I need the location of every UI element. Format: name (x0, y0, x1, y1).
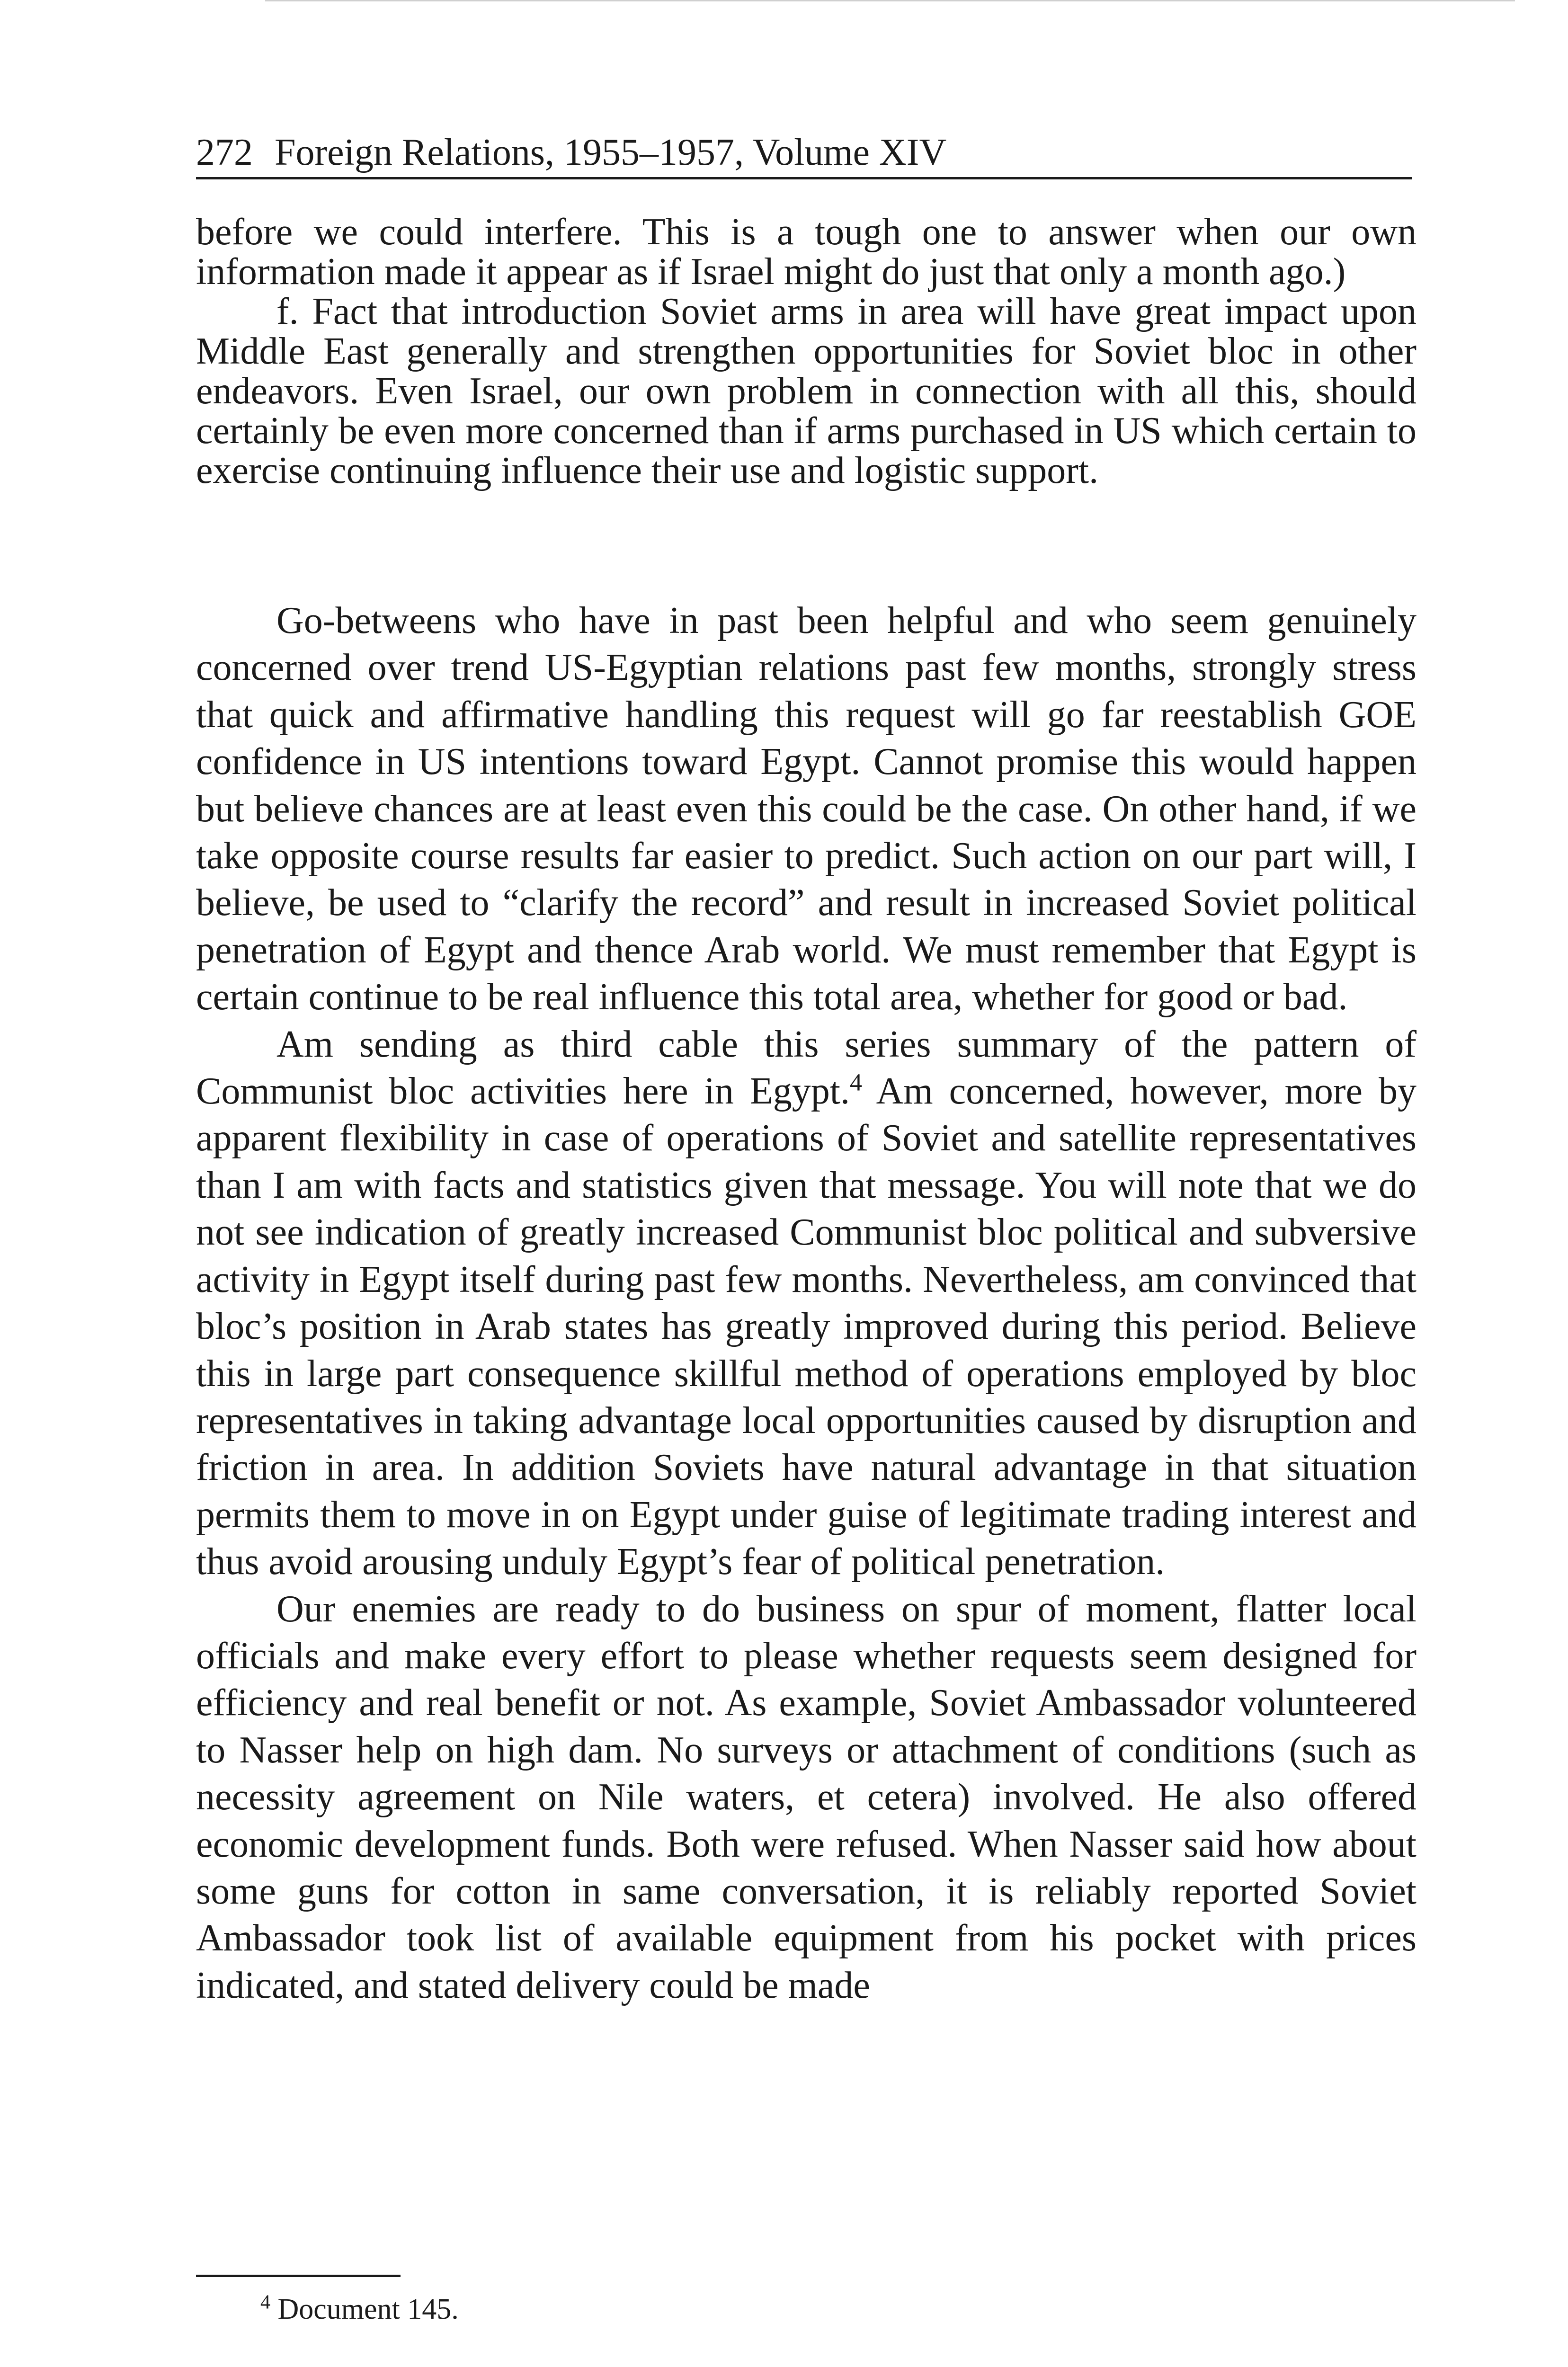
page-number: 272 (196, 132, 253, 173)
scan-edge-line (265, 0, 1515, 1)
paragraph-communist-bloc (196, 1021, 1417, 1586)
body-text-top (196, 212, 1417, 490)
continuation-paragraph: before we could interfere. This is a tough one to answer when our own information made it appear as if Israel might do just that only a month ago.) (196, 211, 1417, 293)
footnote-4 (260, 2290, 459, 2328)
footnote-reference-4[interactable]: 4 (850, 1069, 863, 1096)
paragraph-our-enemies: Our enemies are ready to do business on spur of moment, flatter local officials and make every effort to please whether requests seem designed for efficiency and real benefit or not. As example, Soviet Ambassador volunteered to Nasser help on high dam. No surveys or attachment of conditions (such as necessity agreement on Nile waters, et cetera) involved. He also offered economic development funds. Both were refused. When Nasser said how about some guns for cotton in same conversation, it is reliably reported Soviet Ambassador took list of available equipment from his pocket with prices indicated, and stated delivery could be made (196, 1588, 1417, 2006)
paragraph-3-text-b: Am concerned, however, more by apparent flexibility in case of operations of Soviet and satellite representatives than I am with facts and statistics given that message. You will note that we do not see indication of greatly increased Communist bloc political and subversive activity in Egypt itself during past few months. Nevertheless, am convinced that bloc’s position in Arab states has greatly improved during this period. Believe this in large part consequence skillful method of operations employed by bloc representatives in taking advantage local opportunities caused by disruption and friction in area. In addition Soviets have natural advantage in that situation permits them to move in on Egypt under guise of legitimate trading interest and thus avoid arousing unduly Egypt’s fear of political penetration. (196, 1070, 1417, 1583)
paragraph-3-text-a: Am sending as third cable this series summary of the pattern of Communist bloc activities here in Egypt. (196, 1023, 1417, 1112)
list-item-f: f. Fact that introduction Soviet arms in area will have great impact upon Middle East generally and strengthen opportunities for Soviet bloc in other endeavors. Even Israel, our own problem in connection with all this, should certainly be even more concerned than if arms purchased in US which certain to exercise continuing influence their use and logistic support. (196, 291, 1417, 491)
footnote-text: Document 145. (270, 2293, 459, 2325)
body-text-main (196, 597, 1417, 2009)
footnote-number: 4 (260, 2291, 270, 2314)
running-title: Foreign Relations, 1955–1957, Volume XIV (275, 132, 947, 173)
footnote-divider (196, 2275, 401, 2277)
running-header (196, 128, 1412, 179)
paragraph-go-betweens: Go-betweens who have in past been helpful and who seem genuinely concerned over trend US-Egyptian relations past few months, strongly stress that quick and affirmative handling this request will go far reestablish GOE confidence in US intentions toward Egypt. Cannot promise this would happen but believe chances are at least even this could be the case. On other hand, if we take opposite course results far easier to predict. Such action on our part will, I believe, be used to “clarify the record” and result in increased Soviet political penetration of Egypt and thence Arab world. We must remember that Egypt is certain continue to be real influence this total area, whether for good or bad. (196, 600, 1417, 1018)
